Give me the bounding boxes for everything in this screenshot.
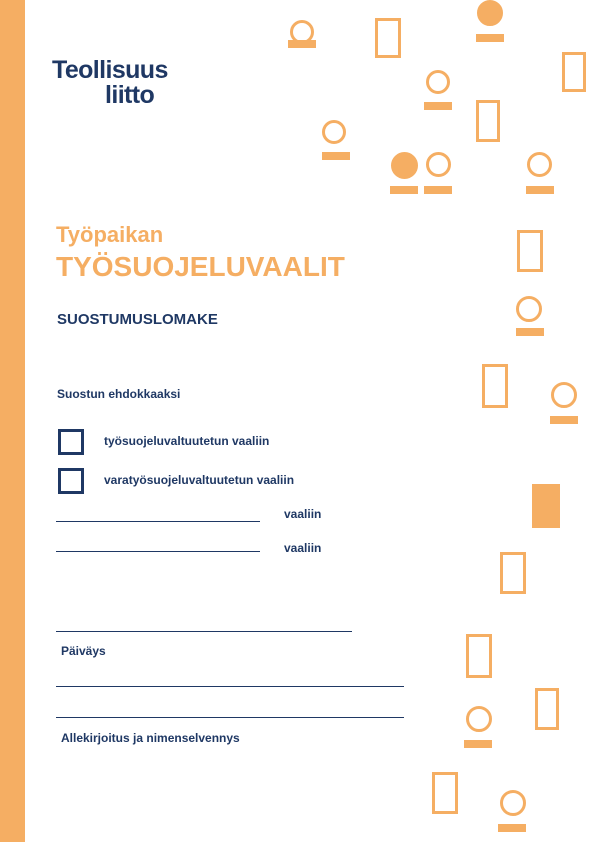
deco-rect: [535, 688, 559, 730]
checkbox-deputy-safety-representative[interactable]: [58, 468, 84, 494]
deco-circle: [477, 0, 503, 26]
deco-bar: [464, 740, 492, 748]
custom-election-suffix-1: vaaliin: [284, 507, 322, 521]
custom-election-field-2[interactable]: [56, 551, 260, 552]
deco-rect: [500, 552, 526, 594]
deco-rect: [482, 364, 508, 408]
deco-circle: [527, 152, 552, 177]
date-field[interactable]: [56, 631, 352, 632]
date-label: Päiväys: [61, 644, 106, 658]
deco-rect: [466, 634, 492, 678]
deco-rect: [517, 230, 543, 272]
deco-bar: [476, 34, 504, 42]
deco-circle: [322, 120, 346, 144]
deco-circle: [466, 706, 492, 732]
page-title: TYÖSUOJELUVAALIT: [56, 251, 345, 282]
option-label-deputy-safety-representative: varatyösuojeluvaltuutetun vaaliin: [104, 473, 295, 487]
custom-election-suffix-2: vaaliin: [284, 541, 322, 555]
deco-circle: [391, 152, 418, 179]
deco-rect: [375, 18, 401, 58]
form-subtitle: SUOSTUMUSLOMAKE: [57, 311, 218, 328]
brand-logo-line2: liitto: [105, 81, 155, 109]
custom-election-field-1[interactable]: [56, 521, 260, 522]
deco-circle: [426, 152, 451, 177]
deco-bar: [526, 186, 554, 194]
deco-rect: [432, 772, 458, 814]
name-clarification-field[interactable]: [56, 717, 404, 718]
deco-bar: [424, 102, 452, 110]
signature-field[interactable]: [56, 686, 404, 687]
deco-circle: [551, 382, 577, 408]
deco-circle: [500, 790, 526, 816]
brand-logo: [52, 58, 168, 108]
deco-bar: [550, 416, 578, 424]
deco-bar: [288, 40, 316, 48]
side-stripe: [0, 0, 25, 842]
title-small: Työpaikan: [56, 222, 164, 247]
deco-bar: [424, 186, 452, 194]
deco-rect: [532, 484, 560, 528]
signature-label: Allekirjoitus ja nimenselvennys: [61, 731, 240, 745]
deco-bar: [390, 186, 418, 194]
deco-circle: [426, 70, 450, 94]
checkbox-safety-representative[interactable]: [58, 429, 84, 455]
brand-logo-line1: Teollisuus: [52, 56, 168, 84]
consent-heading: Suostun ehdokkaaksi: [57, 387, 181, 401]
deco-rect: [562, 52, 586, 92]
deco-bar: [322, 152, 350, 160]
deco-rect: [476, 100, 500, 142]
option-label-safety-representative: työsuojeluvaltuutetun vaaliin: [104, 434, 270, 448]
deco-bar: [498, 824, 526, 832]
deco-circle: [516, 296, 542, 322]
deco-bar: [516, 328, 544, 336]
